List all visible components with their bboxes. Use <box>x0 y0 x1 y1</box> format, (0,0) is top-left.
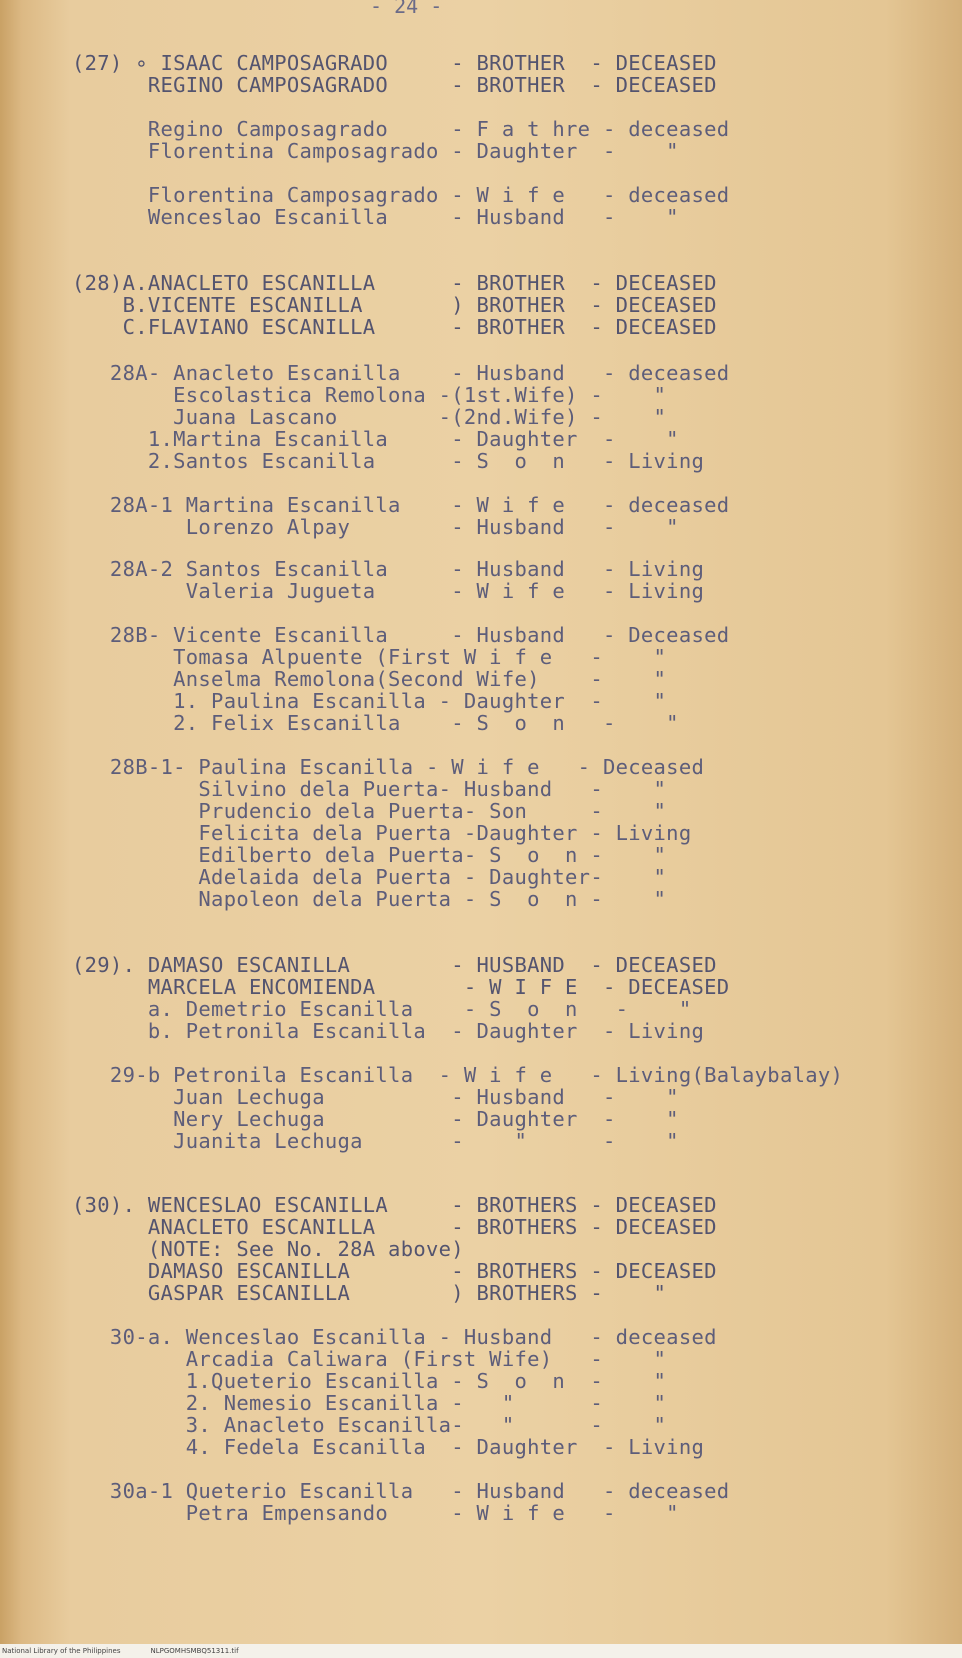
record-line: b. Petronila Escanilla - Daughter - Living <box>72 1019 705 1043</box>
record-line: Nery Lechuga - Daughter - " <box>72 1107 679 1131</box>
record-line: 2. Nemesio Escanilla - " - " <box>72 1391 667 1415</box>
record-line: 1.Martina Escanilla - Daughter - " <box>72 427 679 451</box>
record-line: (30). WENCESLAO ESCANILLA - BROTHERS - DECEASED <box>72 1193 717 1217</box>
record-line: (28)A.ANACLETO ESCANILLA - BROTHER - DECEASED <box>72 271 717 295</box>
record-line: (27) ∘ ISAAC CAMPOSAGRADO - BROTHER - DECEASED <box>72 51 717 75</box>
record-line: (29). DAMASO ESCANILLA - HUSBAND - DECEASED <box>72 953 717 977</box>
record-line: REGINO CAMPOSAGRADO - BROTHER - DECEASED <box>72 73 717 97</box>
record-line: Adelaida dela Puerta - Daughter- " <box>72 865 667 889</box>
record-line: Prudencio dela Puerta- Son - " <box>72 799 667 823</box>
library-name: National Library of the Philippines <box>2 1647 121 1655</box>
record-line: Arcadia Caliwara (First Wife) - " <box>72 1347 667 1371</box>
record-line: Silvino dela Puerta- Husband - " <box>72 777 667 801</box>
record-line: 28A-1 Martina Escanilla - W i f e - deceased <box>72 493 730 517</box>
record-line: 2.Santos Escanilla - S o n - Living <box>72 449 705 473</box>
record-line: Florentina Camposagrado - W i f e - deceased <box>72 183 730 207</box>
record-line: Wenceslao Escanilla - Husband - " <box>72 205 679 229</box>
record-line: GASPAR ESCANILLA ) BROTHERS - " <box>72 1281 667 1305</box>
record-line: Napoleon dela Puerta - S o n - " <box>72 887 667 911</box>
record-line: Escolastica Remolona -(1st.Wife) - " <box>72 383 667 407</box>
record-line: Anselma Remolona(Second Wife) - " <box>72 667 667 691</box>
record-line: Edilberto dela Puerta- S o n - " <box>72 843 667 867</box>
record-line: 28B- Vicente Escanilla - Husband - Deceased <box>72 623 730 647</box>
record-line: 28A- Anacleto Escanilla - Husband - deceased <box>72 361 730 385</box>
record-line: Juana Lascano -(2nd.Wife) - " <box>72 405 667 429</box>
page-number: - 24 - <box>370 0 443 18</box>
record-line: 30a-1 Queterio Escanilla - Husband - deceased <box>72 1479 730 1503</box>
record-line: a. Demetrio Escanilla - S o n - " <box>72 997 692 1021</box>
record-line: Florentina Camposagrado - Daughter - " <box>72 139 679 163</box>
record-line: B.VICENTE ESCANILLA ) BROTHER - DECEASED <box>72 293 717 317</box>
record-line: Felicita dela Puerta -Daughter - Living <box>72 821 692 845</box>
record-line: MARCELA ENCOMIENDA - W I F E - DECEASED <box>72 975 730 999</box>
record-line: DAMASO ESCANILLA - BROTHERS - DECEASED <box>72 1259 717 1283</box>
record-line: 2. Felix Escanilla - S o n - " <box>72 711 679 735</box>
archive-footer <box>0 1644 962 1658</box>
record-line: 4. Fedela Escanilla - Daughter - Living <box>72 1435 705 1459</box>
record-line: 28A-2 Santos Escanilla - Husband - Living <box>72 557 705 581</box>
record-line: C.FLAVIANO ESCANILLA - BROTHER - DECEASED <box>72 315 717 339</box>
record-line: Valeria Jugueta - W i f e - Living <box>72 579 705 603</box>
record-line: 1. Paulina Escanilla - Daughter - " <box>72 689 667 713</box>
record-line: Lorenzo Alpay - Husband - " <box>72 515 679 539</box>
record-line: Tomasa Alpuente (First W i f e - " <box>72 645 667 669</box>
record-line: (NOTE: See No. 28A above) <box>72 1237 464 1261</box>
record-line: 3. Anacleto Escanilla- " - " <box>72 1413 667 1437</box>
record-line: 30-a. Wenceslao Escanilla - Husband - deceased <box>72 1325 717 1349</box>
record-line: 1.Queterio Escanilla - S o n - " <box>72 1369 667 1393</box>
record-line: Regino Camposagrado - F a t hre - deceased <box>72 117 730 141</box>
record-line: 29-b Petronila Escanilla - W i f e - Living(Balaybalay) <box>72 1063 844 1087</box>
record-line: Juanita Lechuga - " - " <box>72 1129 679 1153</box>
record-line: 28B-1- Paulina Escanilla - W i f e - Deceased <box>72 755 705 779</box>
record-line: ANACLETO ESCANILLA - BROTHERS - DECEASED <box>72 1215 717 1239</box>
file-name: NLPGOMHSMBQ51311.tif <box>150 1647 239 1655</box>
record-line: Juan Lechuga - Husband - " <box>72 1085 679 1109</box>
record-line: Petra Empensando - W i f e - " <box>72 1501 679 1525</box>
